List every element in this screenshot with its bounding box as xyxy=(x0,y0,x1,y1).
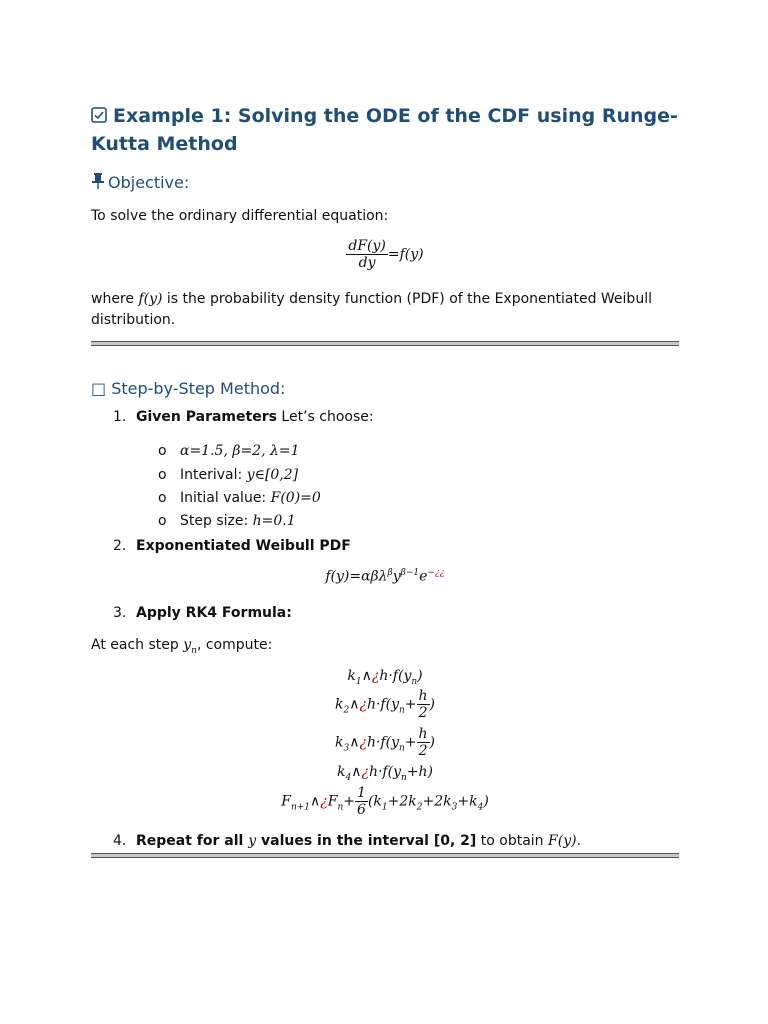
pdf-sup-beta-minus-1: β−1 xyxy=(400,568,420,578)
param-item xyxy=(158,490,321,506)
k4-op: ∧ xyxy=(351,764,362,780)
F-p3: +2k xyxy=(422,793,452,810)
pdf-y: y xyxy=(392,568,401,585)
k2-rhs: h·f(y xyxy=(366,696,399,713)
step-1-rest: Let’s choose: xyxy=(276,409,374,425)
rk4-update xyxy=(91,785,679,818)
step-4-rest: to obtain xyxy=(476,833,549,849)
each-step-text xyxy=(91,635,679,662)
k2-red: ¿ xyxy=(359,696,367,713)
param-value: h=0.1 xyxy=(252,513,296,529)
k4-rhs: h·f(y xyxy=(368,764,401,780)
F-msub: n xyxy=(337,802,344,813)
pdf-sup-minus: − xyxy=(427,568,435,578)
F-close: ) xyxy=(483,793,489,810)
k3-red: ¿ xyxy=(359,734,367,751)
k1-op: ∧ xyxy=(361,668,372,684)
divider xyxy=(91,853,679,858)
k4-lhs: k xyxy=(336,764,346,780)
title-text: Example 1: Solving the ODE of the CDF using Runge-Kutta Method xyxy=(91,105,678,155)
pushpin-icon xyxy=(91,172,105,190)
k3-sub: 3 xyxy=(343,743,350,754)
param-label: Interival: xyxy=(180,467,247,483)
step-3-number: 3. xyxy=(113,605,127,621)
step-1 xyxy=(113,409,374,425)
k3-plus: + xyxy=(404,734,417,751)
bullet-marker: o xyxy=(158,467,167,483)
step-2-number: 2. xyxy=(113,538,127,554)
k3-rsub: n xyxy=(398,743,405,754)
F-frac-num: 1 xyxy=(357,785,366,801)
F-plus: + xyxy=(343,793,356,810)
ode-denominator: dy xyxy=(358,255,376,271)
step-4-dot: . xyxy=(576,833,582,849)
pdf-base: f(y)=αβλ xyxy=(325,568,388,585)
k2-frac-num: h xyxy=(418,688,428,704)
step-1-number: 1. xyxy=(113,409,127,425)
k2-end: ) xyxy=(429,696,436,713)
objective-where xyxy=(91,289,679,331)
each-step-prefix: At each step xyxy=(91,637,184,653)
k1-lhs: k xyxy=(347,668,356,684)
param-value: α=1.5, β=2, λ=1 xyxy=(180,443,300,459)
k3-op: ∧ xyxy=(349,734,360,751)
k1-red: ¿ xyxy=(371,668,380,684)
F-frac-den: 6 xyxy=(357,802,366,818)
k3-lhs: k xyxy=(334,734,344,751)
k3-frac-den: 2 xyxy=(418,743,428,759)
k2-frac-den: 2 xyxy=(418,705,428,721)
bullet-marker: o xyxy=(158,513,167,529)
F-open: (k xyxy=(367,793,382,810)
rk4-k2 xyxy=(91,688,679,721)
k2-lhs: k xyxy=(334,696,344,713)
objective-heading-text: Objective: xyxy=(108,173,190,192)
F-sub: n+1 xyxy=(290,802,311,813)
k4-sub: 4 xyxy=(345,772,352,783)
ode-numerator: dF(y) xyxy=(348,238,386,254)
each-step-suffix: , compute: xyxy=(196,637,273,653)
where-prefix: where xyxy=(91,291,139,307)
pdf-e: e xyxy=(419,568,428,585)
divider xyxy=(91,341,679,346)
F-op: ∧ xyxy=(310,793,321,810)
k2-sub: 2 xyxy=(343,705,350,716)
step-3 xyxy=(113,605,292,621)
step-4-F: F(y) xyxy=(548,833,577,849)
ode-equation xyxy=(91,238,679,271)
F-p2: +2k xyxy=(387,793,417,810)
k3-rhs: h·f(y xyxy=(366,734,399,751)
step-4 xyxy=(113,833,581,849)
where-term: f(y) xyxy=(138,291,163,307)
objective-intro: To solve the ordinary differential equation: xyxy=(91,208,389,224)
pdf-sup-beta: β xyxy=(387,568,393,578)
param-value: y∈[0,2] xyxy=(246,467,299,483)
k2-plus: + xyxy=(404,696,417,713)
F-s4: 4 xyxy=(477,802,484,813)
rk4-k1 xyxy=(91,668,679,687)
step-2 xyxy=(113,538,351,554)
param-item xyxy=(158,467,298,483)
k1-end: ) xyxy=(417,668,423,684)
where-rest: is the probability density function (PDF) of the Exponentiated Weibull distribution. xyxy=(91,291,652,328)
param-item xyxy=(158,513,296,529)
step-2-bold: Exponentiated Weibull PDF xyxy=(136,538,351,554)
param-label: Initial value: xyxy=(180,490,271,506)
k3-end: ) xyxy=(429,734,436,751)
F-lhs: F xyxy=(281,793,291,810)
k1-rsub: n xyxy=(411,676,418,687)
step-4-number: 4. xyxy=(113,833,127,849)
F-s3: 3 xyxy=(451,802,458,813)
objective-heading xyxy=(91,172,189,192)
step-4-bold2: values in the interval [0, 2] xyxy=(256,833,477,849)
k3-frac-num: h xyxy=(418,726,428,742)
k2-op: ∧ xyxy=(349,696,360,713)
k4-rsub: n xyxy=(401,772,407,783)
step-1-bold: Given Parameters xyxy=(136,409,277,425)
F-p4: +k xyxy=(457,793,478,810)
step-3-bold: Apply RK4 Formula: xyxy=(136,605,292,621)
step-4-var: y xyxy=(248,833,257,849)
pdf-sup-red: ¿¿ xyxy=(434,568,445,578)
param-item xyxy=(158,443,300,459)
F-red: ¿ xyxy=(320,793,328,810)
checkbox-icon xyxy=(91,107,107,123)
param-label: Step size: xyxy=(180,513,253,529)
F-mid: F xyxy=(327,793,338,810)
bullet-marker: o xyxy=(158,443,167,459)
page-title xyxy=(91,102,679,158)
k4-red: ¿ xyxy=(361,764,369,780)
bullet-marker: o xyxy=(158,490,167,506)
pdf-equation xyxy=(91,568,679,585)
k1-sub: 1 xyxy=(355,676,362,687)
k2-rsub: n xyxy=(398,705,405,716)
param-value: F(0)=0 xyxy=(270,490,321,506)
each-step-var: y xyxy=(183,637,192,653)
F-s2: 2 xyxy=(416,802,423,813)
rk4-k4 xyxy=(91,764,679,783)
k1-rhs: h·f(y xyxy=(379,668,412,684)
rk4-k3 xyxy=(91,726,679,759)
method-heading: □ Step-by-Step Method: xyxy=(91,379,286,398)
each-step-sub: n xyxy=(191,645,197,656)
k4-tail: +h) xyxy=(406,764,434,780)
step-4-bold1: Repeat for all xyxy=(136,833,249,849)
F-s1: 1 xyxy=(381,802,388,813)
ode-rhs: =f(y) xyxy=(387,246,424,263)
